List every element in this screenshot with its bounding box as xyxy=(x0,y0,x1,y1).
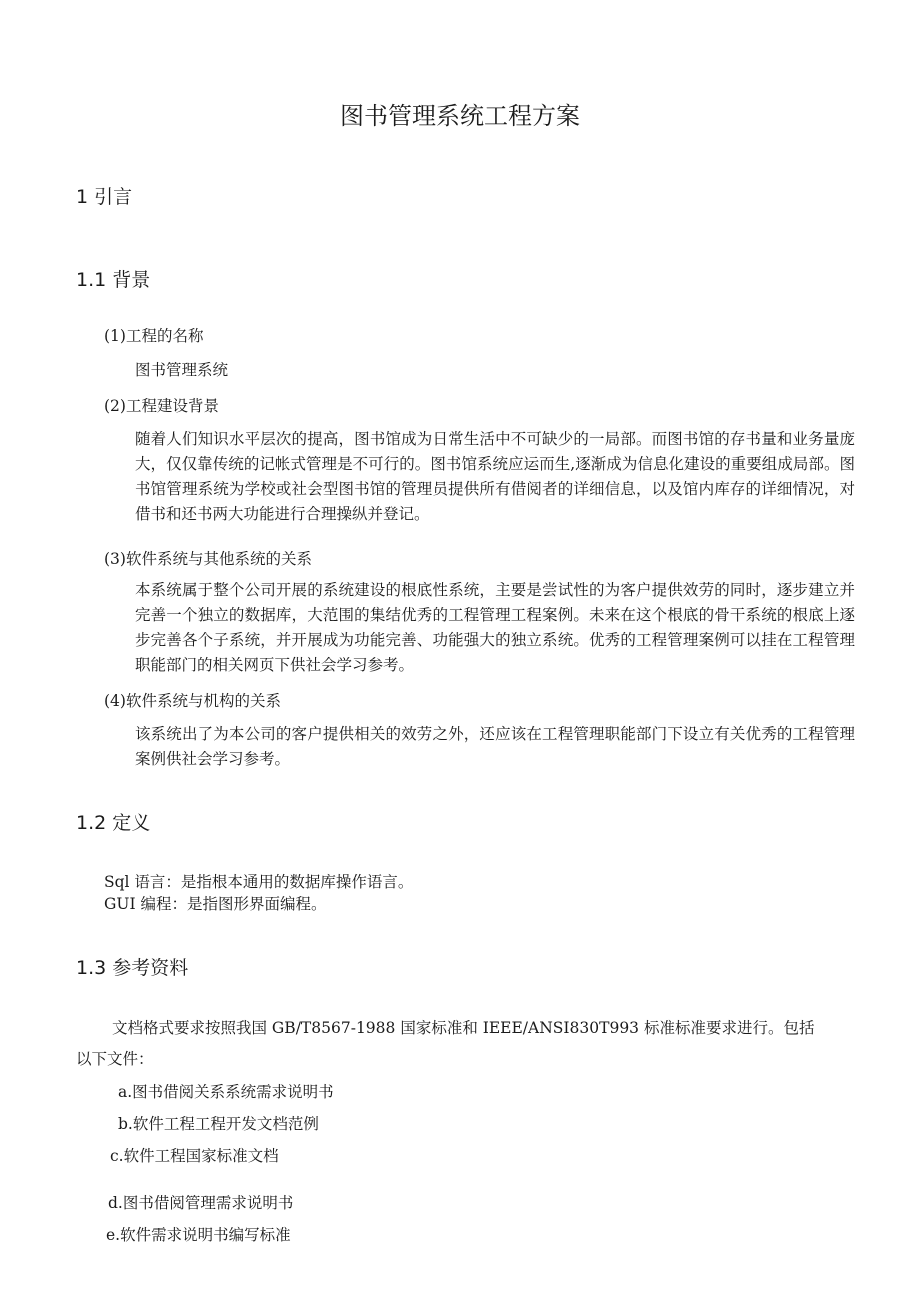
item-project-name-value: 图书管理系统 xyxy=(135,361,229,379)
paragraph-system-relation: 本系统属于整个公司开展的系统建设的根底性系统，主要是尝试性的为客户提供效劳的同时，逐步建立并完善一个独立的数据库，大范围的集结优秀的工程管理工程案例。未来在这个根底的骨干系统的根底上逐步完善各个子系统，并开展成为功能完善、功能强大的独立系统。优秀的工程管理案例可以挂在工程管理职能部门的相关网页下供社会学习参考。 xyxy=(135,581,855,674)
definition-gui: GUI 编程：是指图形界面编程。 xyxy=(104,895,327,913)
item-project-name-label: (1)工程的名称 xyxy=(104,327,204,345)
heading-references: 1.3 参考资料 xyxy=(76,957,189,979)
document-title: 图书管理系统工程方案 xyxy=(340,102,580,130)
reference-item: e.软件需求说明书编写标准 xyxy=(106,1226,291,1244)
heading-background: 1.1 背景 xyxy=(76,269,151,291)
references-intro-line1: 文档格式要求按照我国 GB/T8567-1988 国家标准和 IEEE/ANSI830T993 标准标准要求进行。包括 xyxy=(112,1019,815,1037)
item-organization-relation-label: (4)软件系统与机构的关系 xyxy=(104,692,281,710)
references-intro-line2: 以下文件： xyxy=(76,1050,154,1068)
reference-item: a.图书借阅关系系统需求说明书 xyxy=(118,1083,334,1101)
item-project-background-label: (2)工程建设背景 xyxy=(104,397,219,415)
reference-item: c.软件工程国家标准文档 xyxy=(110,1147,279,1165)
heading-definitions: 1.2 定义 xyxy=(76,812,151,834)
paragraph-organization-relation: 该系统出了为本公司的客户提供相关的效劳之外，还应该在工程管理职能部门下设立有关优秀的工程管理案例供社会学习参考。 xyxy=(135,725,855,768)
heading-introduction: 1 引言 xyxy=(76,186,133,208)
reference-item: d.图书借阅管理需求说明书 xyxy=(108,1194,294,1212)
definition-sql: Sql 语言：是指根本通用的数据库操作语言。 xyxy=(104,873,414,891)
reference-item: b.软件工程工程开发文档范例 xyxy=(118,1115,319,1133)
item-system-relation-label: (3)软件系统与其他系统的关系 xyxy=(104,550,312,568)
paragraph-project-background: 随着人们知识水平层次的提高，图书馆成为日常生活中不可缺少的一局部。而图书馆的存书量和业务量庞大，仅仅靠传统的记帐式管理是不可行的。图书馆系统应运而生,逐渐成为信息化建设的重要组成局部。图书馆管理系统为学校或社会型图书馆的管理员提供所有借阅者的详细信息，以及馆内库存的详细情况，对借书和还书两大功能进行合理操纵并登记。 xyxy=(135,430,855,523)
